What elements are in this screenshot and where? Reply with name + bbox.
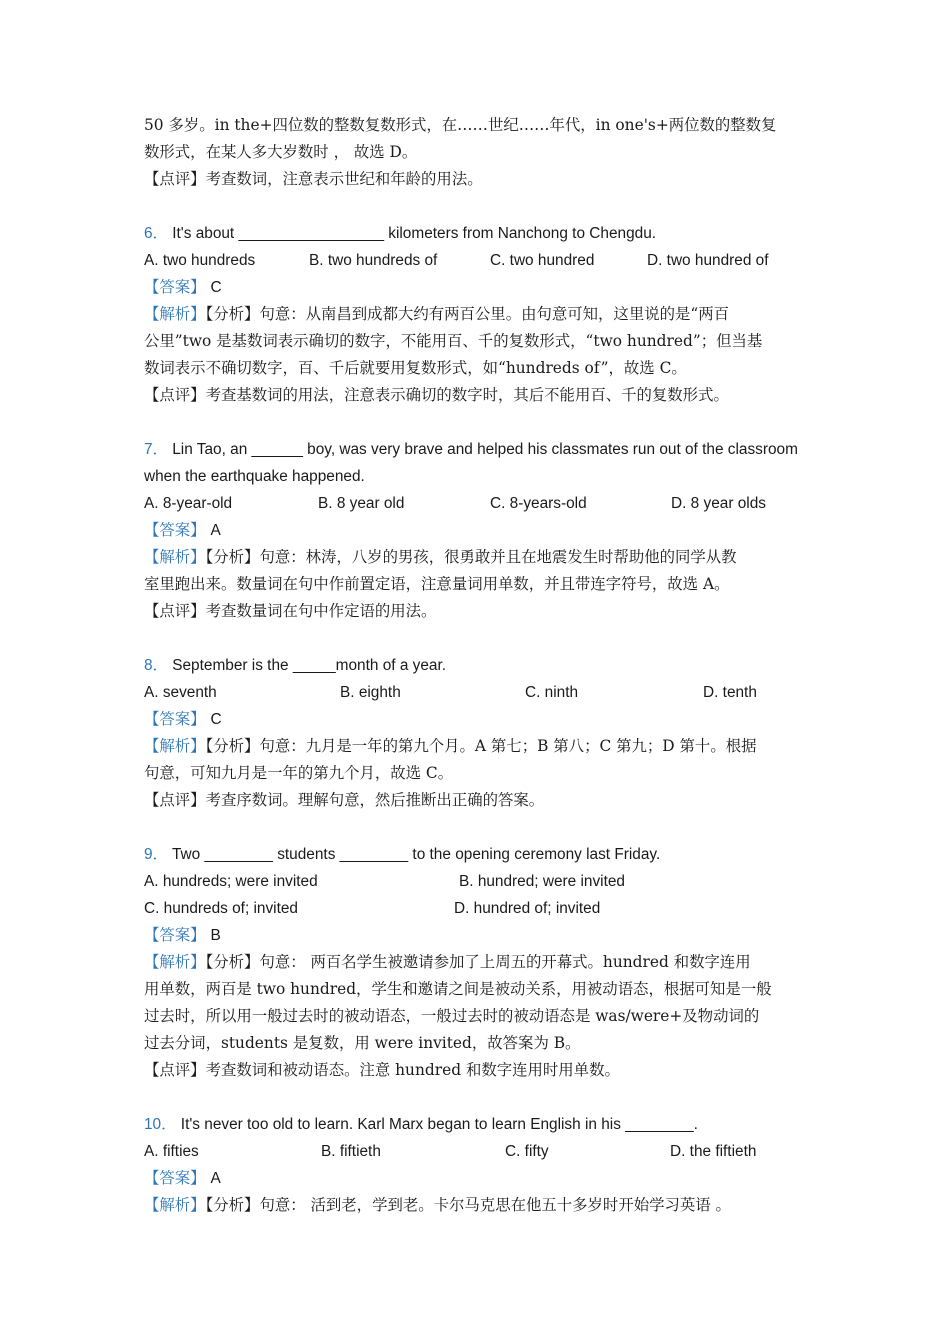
option-a: A. fifties bbox=[144, 1143, 199, 1160]
option-a: A. two hundreds bbox=[144, 252, 256, 269]
answer-value: C bbox=[210, 279, 222, 296]
intro-line-2: 数形式，在某人多大岁数时 ， 故选 D。 bbox=[144, 143, 418, 161]
answer-label: 【答案】 bbox=[144, 1169, 206, 1187]
analysis-text: 【分析】句意：九月是一年的第九个月。A 第七；B 第八；C 第九；D 第十。根据 bbox=[205, 737, 757, 755]
question-text: It's never too old to learn. Karl Marx began to learn English in his ________. bbox=[180, 1116, 698, 1133]
option-d: D. two hundred of bbox=[647, 252, 769, 269]
intro-line-1: 50 多岁。in the+四位数的整数复数形式，在……世纪……年代，in one's+两位数的整数复 bbox=[144, 116, 777, 134]
question-8-answer bbox=[144, 706, 810, 733]
answer-value: B bbox=[210, 927, 221, 944]
option-c: C. ninth bbox=[525, 684, 579, 701]
analysis-text: 【分析】句意：从南昌到成都大约有两百公里。由句意可知，这里说的是“两百 bbox=[205, 305, 730, 323]
option-d: D. hundred of; invited bbox=[454, 900, 601, 917]
answer-value: A bbox=[210, 1170, 221, 1187]
option-c: C. two hundred bbox=[490, 252, 595, 269]
question-7-stem-2: when the earthquake happened. bbox=[144, 468, 365, 485]
question-6-analysis-1 bbox=[144, 301, 810, 328]
option-a: A. seventh bbox=[144, 684, 217, 701]
question-7-comment: 【点评】考查数量词在句中作定语的用法。 bbox=[144, 602, 437, 620]
option-b: B. eighth bbox=[340, 684, 401, 701]
answer-label: 【答案】 bbox=[144, 521, 206, 539]
question-6-comment: 【点评】考查基数词的用法，注意表示确切的数字时，其后不能用百、千的复数形式。 bbox=[144, 386, 729, 404]
question-9-answer bbox=[144, 922, 810, 949]
question-number: 6． bbox=[144, 225, 168, 242]
question-text: Two ________ students ________ to the opening ceremony last Friday. bbox=[171, 846, 661, 863]
question-8-analysis-1 bbox=[144, 733, 810, 760]
question-8-options bbox=[144, 679, 810, 706]
question-number: 8． bbox=[144, 657, 168, 674]
document-page bbox=[144, 112, 810, 1219]
option-b: B. hundred; were invited bbox=[459, 873, 625, 890]
question-6-options bbox=[144, 247, 810, 274]
question-text: September is the _____month of a year. bbox=[172, 657, 447, 674]
question-9-comment: 【点评】考查数词和被动语态。注意 hundred 和数字连用时用单数。 bbox=[144, 1061, 620, 1079]
question-9-analysis-1 bbox=[144, 949, 810, 976]
analysis-text: 【分析】句意： 活到老，学到老。卡尔马克思在他五十多岁时开始学习英语 。 bbox=[205, 1196, 731, 1214]
option-c: C. 8-years-old bbox=[490, 495, 587, 512]
answer-value: C bbox=[210, 711, 222, 728]
answer-value: A bbox=[210, 522, 221, 539]
question-10-options bbox=[144, 1138, 810, 1165]
question-text: Lin Tao, an ______ boy, was very brave and helped his classmates run out of the classroom bbox=[172, 441, 798, 458]
option-b: B. fiftieth bbox=[321, 1143, 381, 1160]
intro-comment: 【点评】考查数词，注意表示世纪和年龄的用法。 bbox=[144, 170, 483, 188]
analysis-label: 【解析】 bbox=[144, 737, 206, 755]
question-10-analysis-1 bbox=[144, 1192, 810, 1219]
question-number: 7． bbox=[144, 441, 168, 458]
question-9-options-row-2 bbox=[144, 895, 810, 922]
answer-label: 【答案】 bbox=[144, 926, 206, 944]
question-6-analysis-2: 公里”two 是基数词表示确切的数字，不能用百、千的复数形式，“two hundred”；但当基 bbox=[144, 332, 763, 350]
question-8-analysis-2: 句意，可知九月是一年的第九个月，故选 C。 bbox=[144, 764, 454, 782]
question-8-stem bbox=[144, 652, 810, 679]
question-6-analysis-3: 数词表示不确切数字，百、千后就要用复数形式，如“hundreds of”，故选 C。 bbox=[144, 359, 687, 377]
analysis-label: 【解析】 bbox=[144, 305, 206, 323]
option-d: D. tenth bbox=[703, 684, 757, 701]
question-number: 9． bbox=[144, 846, 168, 863]
question-7-analysis-2: 室里跑出来。数量词在句中作前置定语，注意量词用单数，并且带连字符号，故选 A。 bbox=[144, 575, 730, 593]
answer-label: 【答案】 bbox=[144, 710, 206, 728]
question-6-stem bbox=[144, 220, 810, 247]
analysis-label: 【解析】 bbox=[144, 1196, 206, 1214]
question-9-analysis-3: 过去时，所以用一般过去时的被动语态，一般过去时的被动语态是 was/were+及物动词的 bbox=[144, 1007, 760, 1025]
question-7-stem bbox=[144, 436, 810, 463]
option-c: C. hundreds of; invited bbox=[144, 900, 298, 917]
analysis-label: 【解析】 bbox=[144, 953, 206, 971]
question-7-analysis-1 bbox=[144, 544, 810, 571]
question-text: It's about _________________ kilometers from Nanchong to Chengdu. bbox=[172, 225, 657, 242]
question-9-options-row-1 bbox=[144, 868, 810, 895]
analysis-label: 【解析】 bbox=[144, 548, 206, 566]
option-d: D. the fiftieth bbox=[670, 1143, 757, 1160]
option-d: D. 8 year olds bbox=[671, 495, 766, 512]
question-6-answer bbox=[144, 274, 810, 301]
analysis-text: 【分析】句意：林涛，八岁的男孩，很勇敢并且在地震发生时帮助他的同学从教 bbox=[205, 548, 737, 566]
question-10-answer bbox=[144, 1165, 810, 1192]
analysis-text: 【分析】句意： 两百名学生被邀请参加了上周五的开幕式。hundred 和数字连用 bbox=[205, 953, 751, 971]
option-a: A. 8-year-old bbox=[144, 495, 233, 512]
question-10-stem bbox=[144, 1111, 810, 1138]
question-8-comment: 【点评】考查序数词。理解句意，然后推断出正确的答案。 bbox=[144, 791, 545, 809]
option-a: A. hundreds; were invited bbox=[144, 873, 318, 890]
question-7-answer bbox=[144, 517, 810, 544]
option-b: B. 8 year old bbox=[318, 495, 405, 512]
question-9-analysis-2: 用单数，两百是 two hundred，学生和邀请之间是被动关系，用被动语态，根据可知是一般 bbox=[144, 980, 772, 998]
question-number: 10． bbox=[144, 1116, 177, 1133]
question-9-stem bbox=[144, 841, 810, 868]
question-7-options bbox=[144, 490, 810, 517]
question-9-analysis-4: 过去分词，students 是复数，用 were invited，故答案为 B。 bbox=[144, 1034, 581, 1052]
option-c: C. fifty bbox=[505, 1143, 549, 1160]
option-b: B. two hundreds of bbox=[309, 252, 438, 269]
answer-label: 【答案】 bbox=[144, 278, 206, 296]
